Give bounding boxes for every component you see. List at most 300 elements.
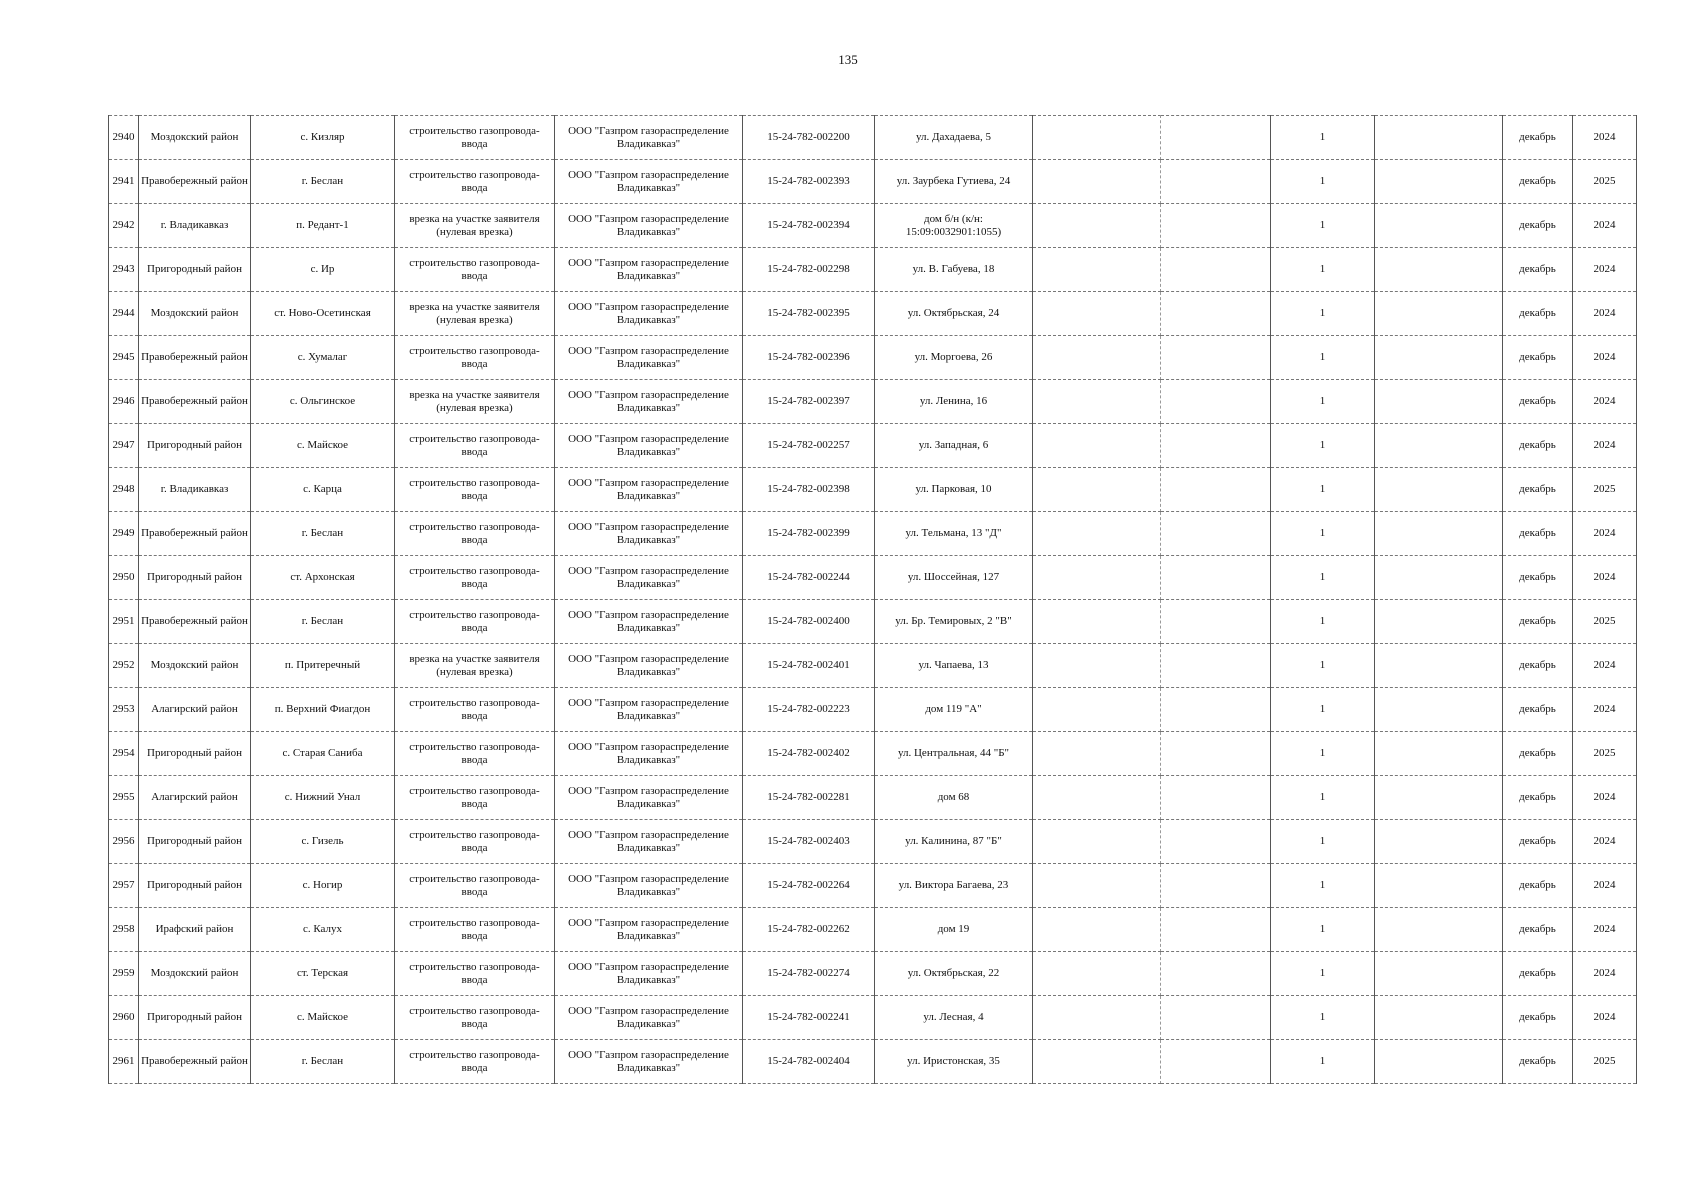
row-number-cell: 2955 [109,776,139,820]
empty-cell [1375,336,1503,380]
locality-cell: ст. Терская [251,952,395,996]
empty-cell [1033,732,1161,776]
quantity-cell: 1 [1271,952,1375,996]
row-number-cell: 2941 [109,160,139,204]
organization-cell: ООО "Газпром газораспределение Владикавказ" [555,820,743,864]
empty-cell [1033,160,1161,204]
empty-cell [1161,732,1271,776]
work-type-cell: строительство газопровода-ввода [395,248,555,292]
organization-cell: ООО "Газпром газораспределение Владикавказ" [555,864,743,908]
row-number-cell: 2944 [109,292,139,336]
locality-cell: с. Старая Саниба [251,732,395,776]
empty-cell [1033,380,1161,424]
year-cell: 2024 [1573,336,1637,380]
empty-cell [1033,204,1161,248]
year-cell: 2024 [1573,644,1637,688]
month-cell: декабрь [1503,732,1573,776]
empty-cell [1161,908,1271,952]
table-row [109,116,1637,160]
empty-cell [1161,952,1271,996]
empty-cell [1033,248,1161,292]
row-number-cell: 2946 [109,380,139,424]
empty-cell [1375,600,1503,644]
district-cell: Пригородный район [139,864,251,908]
locality-cell: с. Ногир [251,864,395,908]
row-number-cell: 2942 [109,204,139,248]
quantity-cell: 1 [1271,468,1375,512]
empty-cell [1375,688,1503,732]
district-cell: Моздокский район [139,644,251,688]
address-cell: ул. Октябрьская, 22 [875,952,1033,996]
locality-cell: г. Беслан [251,512,395,556]
district-cell: Пригородный район [139,996,251,1040]
year-cell: 2024 [1573,380,1637,424]
empty-cell [1033,1040,1161,1084]
address-cell: ул. Калинина, 87 "Б" [875,820,1033,864]
district-cell: Пригородный район [139,820,251,864]
row-number-cell: 2952 [109,644,139,688]
locality-cell: г. Беслан [251,1040,395,1084]
district-cell: Правобережный район [139,1040,251,1084]
quantity-cell: 1 [1271,996,1375,1040]
month-cell: декабрь [1503,952,1573,996]
registry-code-cell: 15-24-782-002398 [743,468,875,512]
empty-cell [1033,292,1161,336]
table-row [109,512,1637,556]
table-row [109,248,1637,292]
organization-cell: ООО "Газпром газораспределение Владикавказ" [555,248,743,292]
empty-cell [1033,468,1161,512]
registry-code-cell: 15-24-782-002244 [743,556,875,600]
month-cell: декабрь [1503,996,1573,1040]
month-cell: декабрь [1503,776,1573,820]
empty-cell [1161,996,1271,1040]
locality-cell: г. Беслан [251,600,395,644]
empty-cell [1375,204,1503,248]
district-cell: Правобережный район [139,600,251,644]
month-cell: декабрь [1503,380,1573,424]
organization-cell: ООО "Газпром газораспределение Владикавказ" [555,380,743,424]
year-cell: 2024 [1573,776,1637,820]
address-cell: ул. Центральная, 44 "Б" [875,732,1033,776]
work-type-cell: врезка на участке заявителя (нулевая врезка) [395,292,555,336]
address-cell: ул. Бр. Темировых, 2 "В" [875,600,1033,644]
work-type-cell: строительство газопровода-ввода [395,996,555,1040]
work-type-cell: строительство газопровода-ввода [395,1040,555,1084]
quantity-cell: 1 [1271,864,1375,908]
year-cell: 2024 [1573,952,1637,996]
empty-cell [1375,952,1503,996]
table-body [109,116,1637,1084]
year-cell: 2024 [1573,292,1637,336]
quantity-cell: 1 [1271,776,1375,820]
locality-cell: с. Гизель [251,820,395,864]
empty-cell [1033,908,1161,952]
locality-cell: с. Нижний Унал [251,776,395,820]
empty-cell [1161,512,1271,556]
empty-cell [1375,1040,1503,1084]
work-type-cell: строительство газопровода-ввода [395,864,555,908]
year-cell: 2025 [1573,600,1637,644]
month-cell: декабрь [1503,204,1573,248]
row-number-cell: 2940 [109,116,139,160]
table-row [109,600,1637,644]
address-cell: ул. В. Габуева, 18 [875,248,1033,292]
district-cell: Правобережный район [139,336,251,380]
locality-cell: с. Карца [251,468,395,512]
organization-cell: ООО "Газпром газораспределение Владикавказ" [555,512,743,556]
locality-cell: г. Беслан [251,160,395,204]
organization-cell: ООО "Газпром газораспределение Владикавказ" [555,600,743,644]
month-cell: декабрь [1503,644,1573,688]
registry-code-cell: 15-24-782-002399 [743,512,875,556]
address-cell: ул. Октябрьская, 24 [875,292,1033,336]
empty-cell [1161,380,1271,424]
district-cell: Пригородный район [139,248,251,292]
work-type-cell: строительство газопровода-ввода [395,952,555,996]
row-number-cell: 2961 [109,1040,139,1084]
empty-cell [1161,160,1271,204]
work-type-cell: врезка на участке заявителя (нулевая врезка) [395,644,555,688]
empty-cell [1033,556,1161,600]
table-row [109,732,1637,776]
empty-cell [1033,688,1161,732]
locality-cell: с. Хумалаг [251,336,395,380]
empty-cell [1375,380,1503,424]
year-cell: 2025 [1573,468,1637,512]
district-cell: Моздокский район [139,952,251,996]
empty-cell [1161,820,1271,864]
address-cell: дом 19 [875,908,1033,952]
row-number-cell: 2959 [109,952,139,996]
quantity-cell: 1 [1271,380,1375,424]
address-cell: ул. Чапаева, 13 [875,644,1033,688]
address-cell: ул. Дахадаева, 5 [875,116,1033,160]
gasification-table [108,115,1637,1084]
district-cell: Пригородный район [139,424,251,468]
registry-code-cell: 15-24-782-002393 [743,160,875,204]
address-cell: ул. Моргоева, 26 [875,336,1033,380]
registry-code-cell: 15-24-782-002397 [743,380,875,424]
quantity-cell: 1 [1271,600,1375,644]
organization-cell: ООО "Газпром газораспределение Владикавказ" [555,644,743,688]
registry-code-cell: 15-24-782-002394 [743,204,875,248]
organization-cell: ООО "Газпром газораспределение Владикавказ" [555,204,743,248]
year-cell: 2025 [1573,160,1637,204]
empty-cell [1161,468,1271,512]
month-cell: декабрь [1503,116,1573,160]
month-cell: декабрь [1503,424,1573,468]
quantity-cell: 1 [1271,688,1375,732]
registry-code-cell: 15-24-782-002298 [743,248,875,292]
empty-cell [1033,424,1161,468]
month-cell: декабрь [1503,820,1573,864]
district-cell: г. Владикавказ [139,468,251,512]
work-type-cell: врезка на участке заявителя (нулевая врезка) [395,204,555,248]
empty-cell [1375,864,1503,908]
month-cell: декабрь [1503,248,1573,292]
empty-cell [1375,776,1503,820]
month-cell: декабрь [1503,600,1573,644]
address-cell: дом 68 [875,776,1033,820]
work-type-cell: строительство газопровода-ввода [395,512,555,556]
table-row [109,952,1637,996]
registry-code-cell: 15-24-782-002262 [743,908,875,952]
empty-cell [1375,908,1503,952]
month-cell: декабрь [1503,512,1573,556]
organization-cell: ООО "Газпром газораспределение Владикавказ" [555,1040,743,1084]
empty-cell [1161,600,1271,644]
month-cell: декабрь [1503,908,1573,952]
organization-cell: ООО "Газпром газораспределение Владикавказ" [555,688,743,732]
empty-cell [1375,556,1503,600]
row-number-cell: 2948 [109,468,139,512]
work-type-cell: врезка на участке заявителя (нулевая врезка) [395,380,555,424]
address-cell: ул. Иристонская, 35 [875,1040,1033,1084]
empty-cell [1161,688,1271,732]
registry-code-cell: 15-24-782-002241 [743,996,875,1040]
registry-code-cell: 15-24-782-002395 [743,292,875,336]
quantity-cell: 1 [1271,204,1375,248]
address-cell: ул. Тельмана, 13 "Д" [875,512,1033,556]
address-cell: дом 119 "А" [875,688,1033,732]
quantity-cell: 1 [1271,556,1375,600]
empty-cell [1033,336,1161,380]
work-type-cell: строительство газопровода-ввода [395,732,555,776]
registry-code-cell: 15-24-782-002257 [743,424,875,468]
district-cell: Пригородный район [139,732,251,776]
row-number-cell: 2960 [109,996,139,1040]
quantity-cell: 1 [1271,1040,1375,1084]
table-row [109,160,1637,204]
row-number-cell: 2957 [109,864,139,908]
address-cell: ул. Виктора Багаева, 23 [875,864,1033,908]
locality-cell: с. Кизляр [251,116,395,160]
empty-cell [1033,512,1161,556]
empty-cell [1033,600,1161,644]
organization-cell: ООО "Газпром газораспределение Владикавказ" [555,160,743,204]
quantity-cell: 1 [1271,336,1375,380]
empty-cell [1161,204,1271,248]
table-row [109,776,1637,820]
registry-code-cell: 15-24-782-002403 [743,820,875,864]
work-type-cell: строительство газопровода-ввода [395,908,555,952]
row-number-cell: 2956 [109,820,139,864]
empty-cell [1033,952,1161,996]
table-row [109,204,1637,248]
locality-cell: п. Редант-1 [251,204,395,248]
organization-cell: ООО "Газпром газораспределение Владикавказ" [555,116,743,160]
locality-cell: ст. Ново-Осетинская [251,292,395,336]
empty-cell [1161,116,1271,160]
month-cell: декабрь [1503,864,1573,908]
work-type-cell: строительство газопровода-ввода [395,556,555,600]
organization-cell: ООО "Газпром газораспределение Владикавказ" [555,292,743,336]
empty-cell [1161,556,1271,600]
year-cell: 2024 [1573,512,1637,556]
empty-cell [1375,248,1503,292]
empty-cell [1375,468,1503,512]
work-type-cell: строительство газопровода-ввода [395,160,555,204]
district-cell: Алагирский район [139,688,251,732]
district-cell: Моздокский район [139,116,251,160]
work-type-cell: строительство газопровода-ввода [395,820,555,864]
table-row [109,424,1637,468]
table-row [109,996,1637,1040]
locality-cell: п. Верхний Фиагдон [251,688,395,732]
empty-cell [1375,160,1503,204]
table-row [109,864,1637,908]
address-cell: ул. Лесная, 4 [875,996,1033,1040]
work-type-cell: строительство газопровода-ввода [395,776,555,820]
table-row [109,688,1637,732]
empty-cell [1375,644,1503,688]
table-row [109,644,1637,688]
address-cell: ул. Парковая, 10 [875,468,1033,512]
work-type-cell: строительство газопровода-ввода [395,336,555,380]
table-row [109,908,1637,952]
year-cell: 2024 [1573,248,1637,292]
address-cell: ул. Ленина, 16 [875,380,1033,424]
empty-cell [1375,512,1503,556]
quantity-cell: 1 [1271,248,1375,292]
work-type-cell: строительство газопровода-ввода [395,600,555,644]
empty-cell [1161,644,1271,688]
quantity-cell: 1 [1271,116,1375,160]
registry-code-cell: 15-24-782-002396 [743,336,875,380]
row-number-cell: 2947 [109,424,139,468]
quantity-cell: 1 [1271,908,1375,952]
work-type-cell: строительство газопровода-ввода [395,468,555,512]
registry-code-cell: 15-24-782-002264 [743,864,875,908]
year-cell: 2024 [1573,908,1637,952]
district-cell: Правобережный район [139,160,251,204]
registry-code-cell: 15-24-782-002404 [743,1040,875,1084]
empty-cell [1161,424,1271,468]
row-number-cell: 2954 [109,732,139,776]
empty-cell [1161,336,1271,380]
locality-cell: с. Майское [251,996,395,1040]
table-row [109,820,1637,864]
locality-cell: п. Притеречный [251,644,395,688]
page-number: 135 [838,52,858,67]
month-cell: декабрь [1503,336,1573,380]
quantity-cell: 1 [1271,820,1375,864]
address-cell: ул. Заурбека Гутиева, 24 [875,160,1033,204]
organization-cell: ООО "Газпром газораспределение Владикавказ" [555,336,743,380]
table-row [109,1040,1637,1084]
year-cell: 2024 [1573,820,1637,864]
year-cell: 2024 [1573,556,1637,600]
empty-cell [1033,820,1161,864]
row-number-cell: 2949 [109,512,139,556]
table-row [109,380,1637,424]
quantity-cell: 1 [1271,292,1375,336]
year-cell: 2024 [1573,204,1637,248]
organization-cell: ООО "Газпром газораспределение Владикавказ" [555,776,743,820]
month-cell: декабрь [1503,688,1573,732]
month-cell: декабрь [1503,292,1573,336]
row-number-cell: 2951 [109,600,139,644]
year-cell: 2024 [1573,116,1637,160]
locality-cell: с. Калух [251,908,395,952]
empty-cell [1375,292,1503,336]
empty-cell [1033,644,1161,688]
year-cell: 2025 [1573,732,1637,776]
empty-cell [1033,776,1161,820]
row-number-cell: 2958 [109,908,139,952]
month-cell: декабрь [1503,1040,1573,1084]
registry-code-cell: 15-24-782-002223 [743,688,875,732]
empty-cell [1033,996,1161,1040]
organization-cell: ООО "Газпром газораспределение Владикавказ" [555,468,743,512]
row-number-cell: 2943 [109,248,139,292]
address-cell: ул. Западная, 6 [875,424,1033,468]
organization-cell: ООО "Газпром газораспределение Владикавказ" [555,556,743,600]
year-cell: 2024 [1573,864,1637,908]
empty-cell [1033,864,1161,908]
year-cell: 2025 [1573,1040,1637,1084]
month-cell: декабрь [1503,556,1573,600]
district-cell: Моздокский район [139,292,251,336]
district-cell: Пригородный район [139,556,251,600]
empty-cell [1161,1040,1271,1084]
district-cell: Правобережный район [139,380,251,424]
month-cell: декабрь [1503,160,1573,204]
table-row [109,292,1637,336]
empty-cell [1161,248,1271,292]
locality-cell: с. Ольгинское [251,380,395,424]
organization-cell: ООО "Газпром газораспределение Владикавказ" [555,996,743,1040]
table-row [109,336,1637,380]
work-type-cell: строительство газопровода-ввода [395,116,555,160]
empty-cell [1375,820,1503,864]
locality-cell: с. Майское [251,424,395,468]
work-type-cell: строительство газопровода-ввода [395,424,555,468]
quantity-cell: 1 [1271,732,1375,776]
district-cell: Алагирский район [139,776,251,820]
table-row [109,468,1637,512]
organization-cell: ООО "Газпром газораспределение Владикавказ" [555,732,743,776]
empty-cell [1033,116,1161,160]
quantity-cell: 1 [1271,644,1375,688]
locality-cell: с. Ир [251,248,395,292]
registry-code-cell: 15-24-782-002401 [743,644,875,688]
month-cell: декабрь [1503,468,1573,512]
district-cell: г. Владикавказ [139,204,251,248]
row-number-cell: 2950 [109,556,139,600]
row-number-cell: 2945 [109,336,139,380]
address-cell: ул. Шоссейная, 127 [875,556,1033,600]
year-cell: 2024 [1573,996,1637,1040]
registry-code-cell: 15-24-782-002400 [743,600,875,644]
registry-code-cell: 15-24-782-002200 [743,116,875,160]
empty-cell [1161,776,1271,820]
quantity-cell: 1 [1271,512,1375,556]
quantity-cell: 1 [1271,160,1375,204]
work-type-cell: строительство газопровода-ввода [395,688,555,732]
row-number-cell: 2953 [109,688,139,732]
address-cell: дом б/н (к/н: 15:09:0032901:1055) [875,204,1033,248]
registry-code-cell: 15-24-782-002274 [743,952,875,996]
year-cell: 2024 [1573,688,1637,732]
registry-code-cell: 15-24-782-002402 [743,732,875,776]
table-row [109,556,1637,600]
district-cell: Правобережный район [139,512,251,556]
quantity-cell: 1 [1271,424,1375,468]
organization-cell: ООО "Газпром газораспределение Владикавказ" [555,952,743,996]
empty-cell [1375,732,1503,776]
